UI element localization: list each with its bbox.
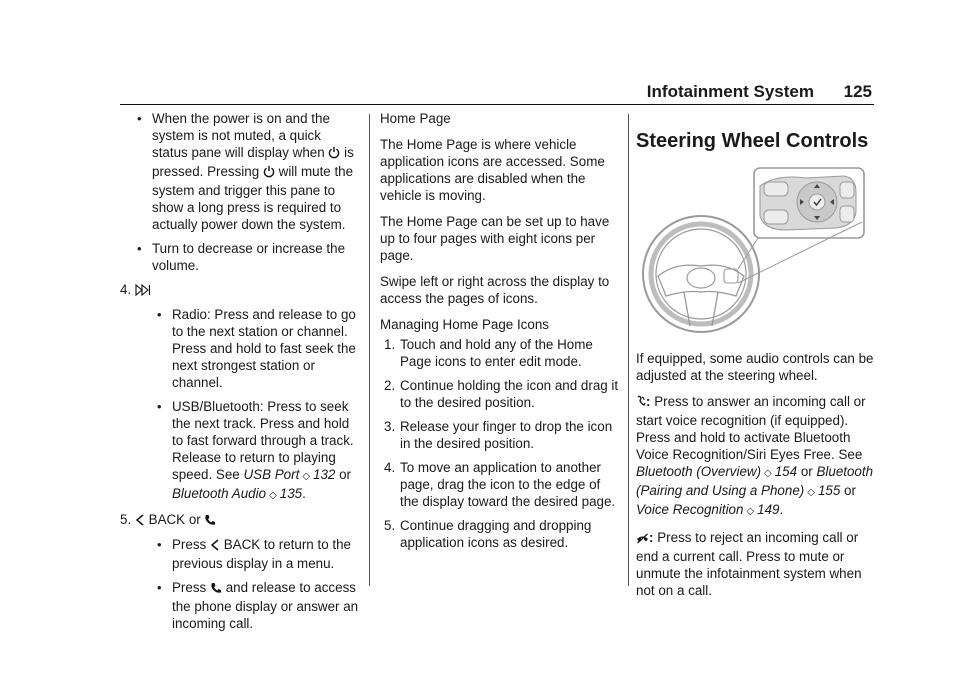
list-item: 5. Continue dragging and dropping application icons as desired. <box>384 518 592 550</box>
power-icon <box>328 146 340 163</box>
steering-wheel-image <box>643 216 759 332</box>
cross-reference[interactable]: Voice Recognition <box>636 502 744 517</box>
list-item: 4. To move an application to another page, drag the icon to the edge of the display toward the desired page. <box>384 460 616 509</box>
cross-reference[interactable]: Bluetooth (Overview) <box>636 464 762 479</box>
list-item: • Turn to decrease or increase the volume. <box>132 240 360 274</box>
paragraph: Swipe left or right across the display to access the pages of icons. <box>380 274 610 306</box>
steering-wheel-illustration <box>636 166 868 336</box>
cross-reference[interactable]: Bluetooth (Pairing and Using a Phone) <box>636 464 874 498</box>
list-item: 3. Release your finger to drop the icon in the desired position. <box>384 419 613 451</box>
column-left <box>120 110 360 639</box>
paragraph: The Home Page can be set up to have up to four pages with eight icons per page. <box>380 214 610 263</box>
cross-reference[interactable]: USB Port <box>243 467 300 482</box>
page-reference[interactable]: 155 <box>817 483 841 498</box>
header-title: Infotainment System <box>646 82 814 101</box>
phone-icon <box>204 513 216 530</box>
next-track-icon <box>135 283 151 300</box>
section-heading: Home Page <box>380 111 451 126</box>
column-middle <box>380 110 620 558</box>
list-item: • Radio: Press and release to go to the next station or channel. Press and hold to fast seek the next strongest station or channel. <box>152 306 360 391</box>
list-item: • Press BACK to return to the previous display in a menu. <box>152 536 360 572</box>
cross-reference[interactable]: Bluetooth Audio <box>172 486 267 501</box>
page-reference[interactable]: 132 <box>313 467 336 482</box>
page-reference[interactable]: 149 <box>757 502 780 517</box>
list-item: 1. Touch and hold any of the Home Page icons to enter edit mode. <box>384 337 593 369</box>
list-item-5: 5. BACK or <box>120 511 360 530</box>
ref-arrow-icon: ◇ <box>269 490 277 501</box>
hangup-control-description: : Press to reject an incoming call or end a current call. Press to mute or unmute the infotainment system when not on a call. <box>636 530 862 598</box>
section-title: Steering Wheel Controls <box>636 130 869 152</box>
hang-up-icon <box>636 531 649 548</box>
column-divider <box>369 114 370 586</box>
list-item: • USB/Bluetooth: Press to seek the next track. Press and hold to fast forward through a track. Release to return to playing speed. See USB Port ◇ 132 or Bluetooth Audio ◇ 135. <box>152 398 360 504</box>
voice-icon <box>636 395 646 412</box>
back-chevron-icon <box>210 538 220 555</box>
control-closeup <box>754 168 864 238</box>
list-item: 2. Continue holding the icon and drag it to the desired position. <box>384 378 619 410</box>
column-divider <box>628 114 629 586</box>
ref-arrow-icon: ◇ <box>746 506 755 517</box>
page-number: 125 <box>843 82 872 101</box>
paragraph: If equipped, some audio controls can be adjusted at the steering wheel. <box>636 351 874 383</box>
list-item: • Press and release to access the phone display or answer an incoming call. <box>152 579 360 632</box>
subheading: Managing Home Page Icons <box>380 317 549 332</box>
ref-arrow-icon: ◇ <box>807 487 815 498</box>
list-item: • When the power is on and the system is not muted, a quick status pane will display when is pressed. Pressing will mute the system and trigger this pane to show a long press is required to actually power down the system. <box>132 110 360 233</box>
column-right <box>636 110 876 608</box>
back-chevron-icon <box>135 513 145 530</box>
page-header <box>120 82 874 105</box>
ref-arrow-icon: ◇ <box>302 471 311 482</box>
list-item-4: 4. <box>120 281 360 300</box>
paragraph: The Home Page is where vehicle application icons are accessed. Some applications are disabled when the vehicle is moving. <box>380 137 605 203</box>
power-icon <box>263 165 275 182</box>
ref-arrow-icon: ◇ <box>764 468 772 479</box>
voice-control-description: : Press to answer an incoming call or start voice recognition (if equipped). Press and hold to activate Bluetooth Voice Recognition/Siri Eyes Free. See Bluetooth (Overview) ◇ 154 or Bluetooth (Pairing and Using a Phone) ◇ 155 or Voice Recognition ◇ 149. <box>636 394 874 517</box>
page-reference[interactable]: 154 <box>774 464 798 479</box>
phone-icon <box>210 581 222 598</box>
page-reference[interactable]: 135 <box>279 486 303 501</box>
